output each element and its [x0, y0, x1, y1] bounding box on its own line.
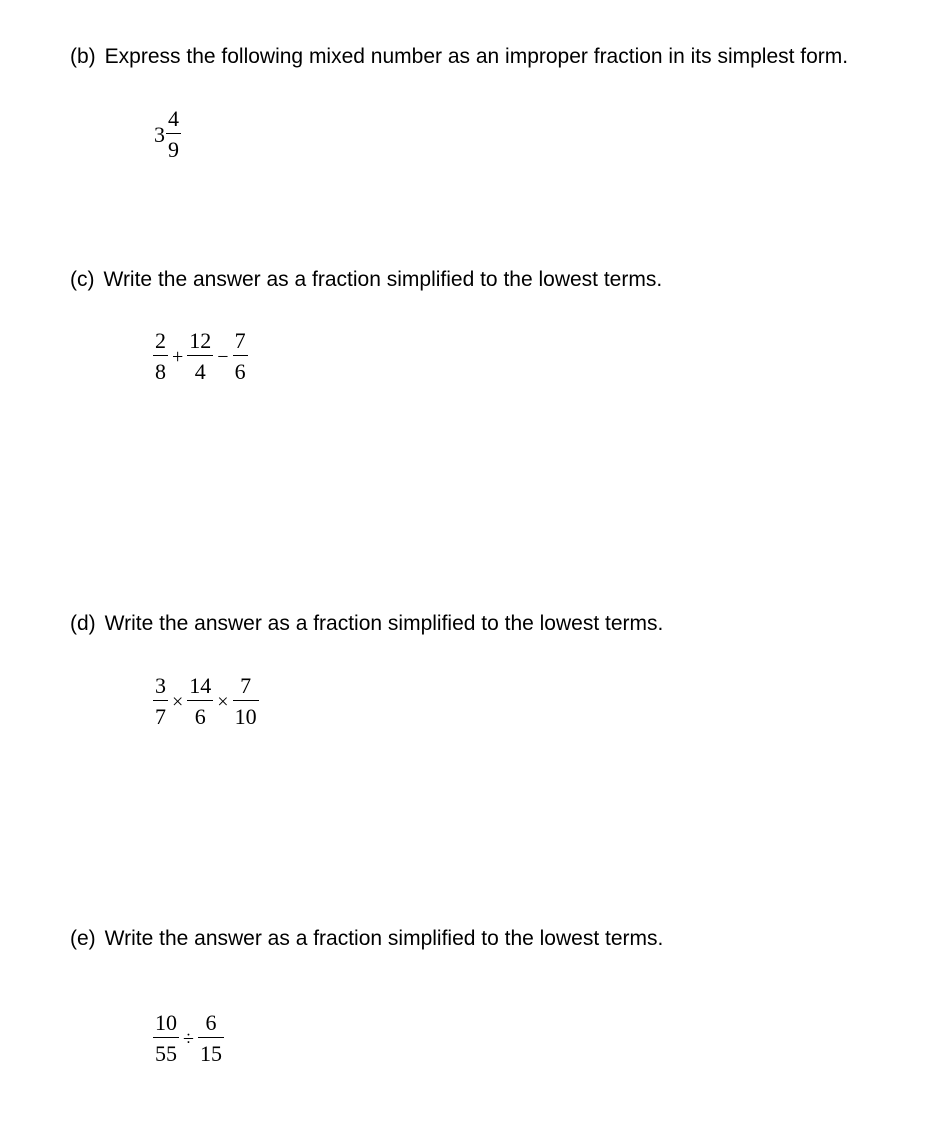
- denominator: 8: [155, 359, 166, 384]
- question-c-label: (c): [70, 268, 95, 291]
- question-b-text: Express the following mixed number as an improper fraction in its simplest form.: [104, 45, 849, 68]
- question-b-expression: [154, 108, 181, 161]
- question-c-text: Write the answer as a fraction simplified to the lowest terms.: [103, 268, 663, 291]
- denominator: 6: [194, 704, 206, 729]
- denominator: 10: [234, 704, 257, 729]
- question-d-text: Write the answer as a fraction simplified to the lowest terms.: [104, 612, 664, 635]
- question-e-text: Write the answer as a fraction simplified to the lowest terms.: [104, 927, 664, 950]
- denominator: 4: [194, 359, 206, 384]
- mixed-whole: 3: [154, 121, 165, 147]
- denominator: 55: [155, 1041, 177, 1066]
- question-d-expression: [153, 675, 259, 728]
- divide-operator: ÷: [183, 1028, 194, 1050]
- times-operator: ×: [217, 691, 229, 713]
- fraction: [166, 108, 181, 161]
- numerator: 4: [168, 106, 179, 131]
- numerator: 7: [234, 328, 246, 353]
- denominator: 15: [199, 1041, 222, 1066]
- times-operator: ×: [172, 691, 184, 713]
- numerator: 14: [189, 673, 212, 698]
- question-c: [70, 268, 662, 292]
- fraction: [187, 330, 213, 383]
- fraction: [233, 675, 259, 728]
- numerator: 7: [240, 673, 252, 698]
- question-b: [70, 45, 848, 69]
- fraction: [153, 330, 168, 383]
- question-c-expression: [153, 330, 248, 383]
- denominator: 7: [155, 704, 166, 729]
- numerator: 10: [155, 1010, 177, 1035]
- question-e-label: (e): [70, 927, 96, 950]
- question-b-label: (b): [70, 45, 96, 68]
- denominator: 6: [234, 359, 246, 384]
- fraction: [233, 330, 248, 383]
- numerator: 12: [189, 328, 212, 353]
- question-e: [70, 927, 663, 951]
- plus-operator: +: [172, 346, 184, 368]
- fraction: [153, 1012, 179, 1065]
- numerator: 6: [205, 1010, 217, 1035]
- fraction: [187, 675, 213, 728]
- minus-operator: −: [217, 346, 229, 368]
- denominator: 9: [168, 137, 179, 162]
- fraction: [198, 1012, 224, 1065]
- numerator: 2: [155, 328, 166, 353]
- question-d-label: (d): [70, 612, 96, 635]
- numerator: 3: [155, 673, 166, 698]
- question-e-expression: [153, 1012, 224, 1065]
- question-d: [70, 612, 663, 636]
- fraction: [153, 675, 168, 728]
